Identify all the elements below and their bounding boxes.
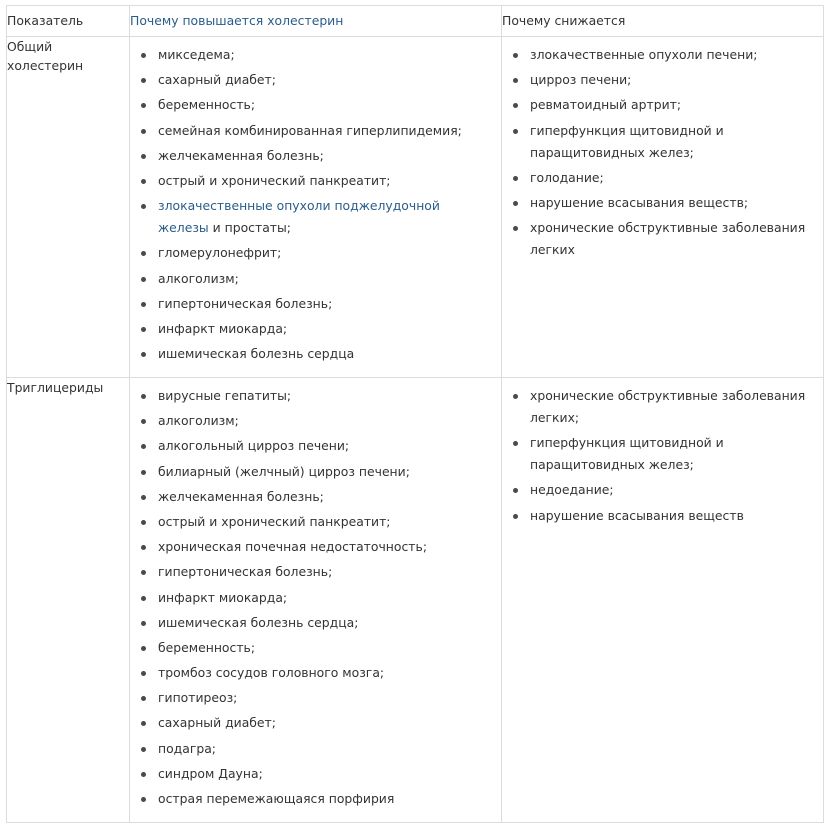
- list-item: [130, 561, 493, 583]
- list-item-link[interactable]: злокачественные опухоли поджелудочной железы: [158, 198, 440, 236]
- list-item-text: недоедание;: [530, 482, 614, 498]
- list-item: [502, 385, 815, 429]
- decrease-list: [502, 37, 823, 261]
- list-item: [130, 712, 493, 734]
- list-item: [130, 763, 493, 785]
- list-item: [130, 145, 493, 167]
- list-item: [502, 167, 815, 189]
- row-label: Общий холестерин: [7, 37, 130, 378]
- list-item: [502, 94, 815, 116]
- list-item: [130, 195, 493, 239]
- list-item: [130, 536, 493, 558]
- list-item-text: нарушение всасывания веществ;: [530, 194, 749, 210]
- list-item: [130, 461, 493, 483]
- table-row: [7, 378, 824, 823]
- table-row: [7, 37, 824, 378]
- list-item-text: гломерулонефрит;: [158, 245, 282, 261]
- list-item: [502, 432, 815, 476]
- list-item-text: беременность;: [158, 639, 256, 655]
- list-item-text: ревматоидный артрит;: [530, 97, 682, 113]
- list-item-text: острый и хронический панкреатит;: [158, 172, 391, 188]
- list-item: [130, 788, 493, 810]
- list-item-text: микседема;: [158, 47, 235, 62]
- list-item-text: синдром Дауна;: [158, 765, 263, 781]
- list-item: [502, 505, 815, 527]
- list-item-text: алкоголизм;: [158, 270, 239, 286]
- list-item: [130, 435, 493, 457]
- list-item-text: хронические обструктивные заболевания легких;: [530, 388, 806, 425]
- list-item: [130, 687, 493, 709]
- list-item-text: голодание;: [530, 169, 604, 185]
- list-item: [130, 318, 493, 340]
- list-item: [130, 293, 493, 315]
- decrease-cell: [502, 37, 824, 378]
- row-label: Триглицериды: [7, 378, 130, 823]
- increase-list: [130, 378, 501, 810]
- list-item: [502, 192, 815, 214]
- header-increase-link[interactable]: Почему повышается холестерин: [130, 6, 502, 37]
- list-item-text: хронические обструктивные заболевания легких: [530, 220, 806, 258]
- list-item-text: инфаркт миокарда;: [158, 320, 288, 336]
- header-indicator: Показатель: [7, 6, 130, 37]
- list-item: [130, 410, 493, 432]
- list-item-text: билиарный (желчный) цирроз печени;: [158, 463, 410, 479]
- list-item: [502, 44, 815, 66]
- decrease-list: [502, 378, 823, 527]
- list-item: [130, 170, 493, 192]
- list-item-text: хроническая почечная недостаточность;: [158, 539, 427, 555]
- list-item: [130, 69, 493, 91]
- list-item-text: сахарный диабет;: [158, 715, 276, 731]
- decrease-cell: [502, 378, 824, 823]
- list-item: [502, 69, 815, 91]
- list-item-text: гипотиреоз;: [158, 690, 238, 706]
- list-item: [130, 385, 493, 407]
- list-item-text: нарушение всасывания веществ: [530, 507, 744, 523]
- list-item: [130, 242, 493, 264]
- list-item: [502, 479, 815, 501]
- list-item-text: гиперфункция щитовидной и паращитовидных желез;: [530, 435, 724, 473]
- list-item: [130, 268, 493, 290]
- list-item: [130, 511, 493, 533]
- list-item-text: сахарный диабет;: [158, 72, 276, 88]
- list-item-text: ишемическая болезнь сердца: [158, 346, 355, 362]
- list-item-text: острая перемежающаяся порфирия: [158, 791, 395, 806]
- list-item: [130, 662, 493, 684]
- list-item-text: семейная комбинированная гиперлипидемия;: [158, 122, 462, 138]
- list-item-text: злокачественные опухоли печени;: [530, 47, 758, 62]
- list-item: [130, 94, 493, 116]
- list-item: [130, 738, 493, 760]
- list-item: [130, 44, 493, 66]
- list-item-text: ишемическая болезнь сердца;: [158, 614, 359, 630]
- list-item-text: беременность;: [158, 97, 256, 113]
- list-item-text: гипертоническая болезнь;: [158, 564, 333, 580]
- list-item-text: острый и хронический панкреатит;: [158, 513, 391, 529]
- list-item-text: гиперфункция щитовидной и паращитовидных желез;: [530, 122, 724, 160]
- list-item-text: алкоголизм;: [158, 413, 239, 429]
- header-row: [7, 6, 824, 37]
- list-item: [130, 612, 493, 634]
- increase-cell: [130, 378, 502, 823]
- increase-list: [130, 37, 501, 365]
- list-item-text: вирусные гепатиты;: [158, 388, 292, 403]
- list-item: [130, 343, 493, 365]
- list-item-text: инфаркт миокарда;: [158, 589, 288, 605]
- list-item-text: тромбоз сосудов головного мозга;: [158, 665, 385, 681]
- cholesterol-causes-table: [6, 5, 824, 823]
- list-item: [130, 120, 493, 142]
- list-item-text: цирроз печени;: [530, 72, 632, 88]
- increase-cell: [130, 37, 502, 378]
- list-item: [130, 637, 493, 659]
- list-item-text: желчекаменная болезнь;: [158, 147, 324, 163]
- list-item-text: гипертоническая болезнь;: [158, 295, 333, 311]
- list-item: [130, 486, 493, 508]
- list-item-text: и простаты;: [208, 220, 291, 236]
- list-item-text: подагра;: [158, 740, 216, 756]
- list-item: [502, 217, 815, 261]
- header-decrease: Почему снижается: [502, 6, 824, 37]
- list-item: [502, 120, 815, 164]
- list-item-text: алкогольный цирроз печени;: [158, 438, 350, 454]
- list-item-text: желчекаменная болезнь;: [158, 488, 324, 504]
- list-item: [130, 587, 493, 609]
